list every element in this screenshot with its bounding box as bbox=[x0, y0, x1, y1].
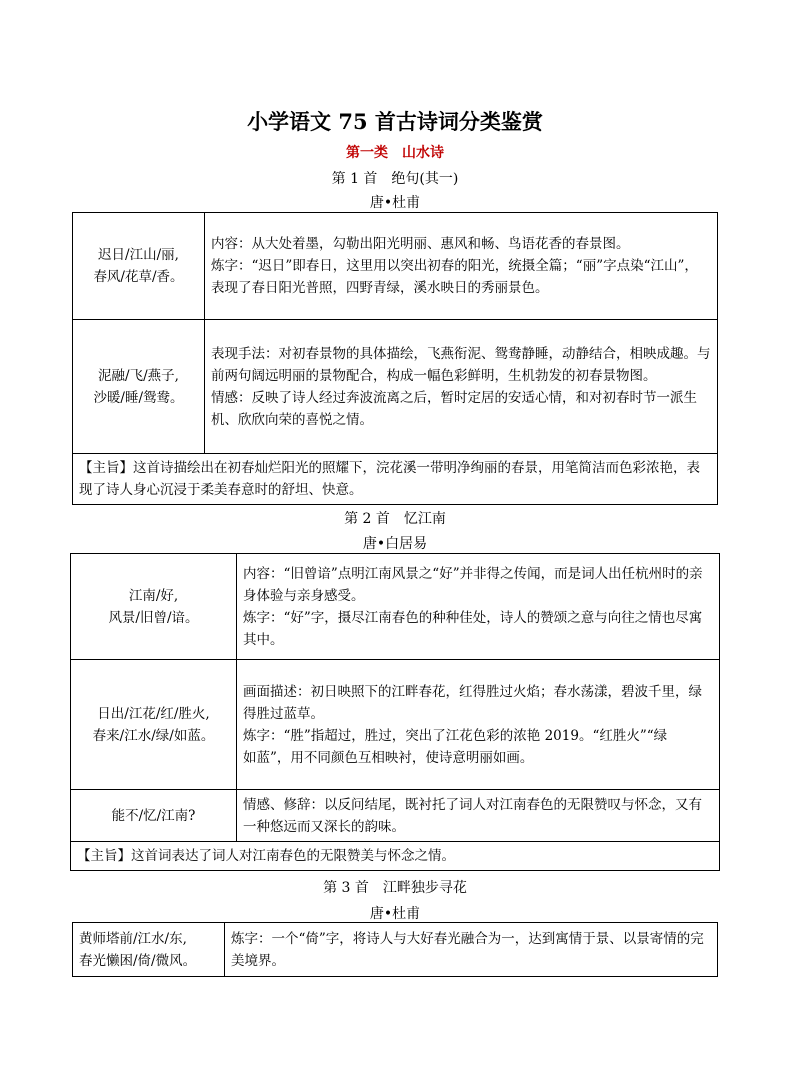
verse-line: 沙暖/睡/鸳鸯。 bbox=[93, 389, 184, 406]
analysis-text: 内容：“旧曾谙”点明江南风景之“好”并非得之传闻，而是词人出任杭州时的亲身体验与亲身感受。 bbox=[243, 565, 703, 604]
verse-line: 迟日/江山/丽, bbox=[98, 247, 179, 263]
analysis-text: 内容：从大处着墨，勾勒出阳光明丽、惠风和畅、鸟语花香的春景图。 bbox=[211, 236, 630, 252]
verse-cell bbox=[73, 320, 205, 454]
table-row bbox=[73, 923, 718, 977]
analysis-text: 如蓝”，用不同颜色互相映衬，使诗意明丽如画。 bbox=[243, 749, 534, 766]
summary-cell: 【主旨】这首词表达了词人对江南春色的无限赞美与怀念之情。 bbox=[71, 842, 720, 871]
table-row bbox=[71, 790, 720, 842]
poem-1-heading: 第 1 首 绝句(其一) bbox=[331, 171, 459, 187]
verse-cell bbox=[71, 554, 237, 660]
poem-3-heading: 第 3 首 江畔独步寻花 bbox=[323, 880, 467, 896]
table-row bbox=[71, 660, 720, 790]
table-row bbox=[71, 554, 720, 660]
analysis-cell bbox=[237, 554, 720, 660]
analysis-cell bbox=[225, 923, 718, 977]
analysis-cell bbox=[205, 213, 718, 320]
poem-3-author: 唐•杜甫 bbox=[369, 906, 421, 922]
verse-line: 风景/旧曾/谙。 bbox=[108, 609, 199, 626]
summary-cell: 【主旨】这首诗描绘出在初春灿烂阳光的照耀下，浣花溪一带明净绚丽的春景，用笔简洁而色彩浓艳，表现了诗人身心沉浸于柔美春意时的舒坦、快意。 bbox=[73, 454, 718, 505]
analysis-cell bbox=[205, 320, 718, 454]
verse-line: 日出/江花/红/胜火, bbox=[97, 705, 210, 722]
table-row bbox=[71, 842, 720, 871]
analysis-text: 炼字：“好”字，摄尽江南春色的种种佳处，诗人的赞颂之意与向往之情也尽寓其中。 bbox=[243, 609, 703, 648]
table-row bbox=[73, 320, 718, 454]
verse-line: 江南/好, bbox=[128, 587, 179, 604]
table-row bbox=[73, 213, 718, 320]
verse-line: 春风/花草/香。 bbox=[93, 269, 184, 285]
analysis-text: 表现手法：对初春景物的具体描绘，飞燕衔泥、鸳鸯静睡，动静结合，相映成趣。与前两句阔远明丽的景物配合，构成一幅色彩鲜明，生机勃发的初春景物图。 bbox=[211, 345, 711, 384]
document-title: 小学语文 75 首古诗词分类鉴赏 bbox=[247, 109, 543, 134]
analysis-text: 情感：反映了诗人经过奔波流离之后，暂时定居的安适心情，和对初春时节一派生机、欣欣向荣的喜悦之情。 bbox=[211, 389, 697, 428]
table-row bbox=[73, 454, 718, 505]
verse-cell bbox=[71, 790, 237, 842]
poem-2-author: 唐•白居易 bbox=[362, 536, 428, 552]
analysis-cell bbox=[237, 660, 720, 790]
poem-2-heading: 第 2 首 忆江南 bbox=[344, 511, 446, 527]
analysis-text: 画面描述：初日映照下的江畔春花，红得胜过火焰；春水荡漾，碧波千里，绿得胜过蓝草。 bbox=[243, 683, 702, 722]
verse-line: 黄师塔前/江水/东, bbox=[79, 930, 187, 947]
poem-3-table bbox=[72, 922, 718, 977]
analysis-cell bbox=[237, 790, 720, 842]
verse-line: 能不/忆/江南? bbox=[111, 807, 196, 824]
verse-line: 泥融/飞/燕子, bbox=[98, 367, 179, 384]
analysis-text: 炼字：“胜”指超过，胜过，突出了江花色彩的浓艳 2019。“红胜火”“绿 bbox=[243, 727, 668, 744]
verse-cell bbox=[73, 923, 225, 977]
analysis-text: 炼字：一个“倚”字，将诗人与大好春光融合为一，达到寓情于景、以景寄情的完美境界。 bbox=[231, 930, 704, 969]
verse-cell bbox=[71, 660, 237, 790]
verse-line: 春来/江水/绿/如蓝。 bbox=[92, 727, 215, 744]
verse-line: 春光懒困/倚/微风。 bbox=[79, 952, 197, 969]
poem-1-author: 唐•杜甫 bbox=[369, 195, 421, 211]
analysis-text: 炼字：“迟日”即春日，这里用以突出初春的阳光，统摄全篇；“丽”字点染“江山”，表现了春日阳光普照，四野青绿，溪水映日的秀丽景色。 bbox=[211, 258, 698, 296]
verse-cell bbox=[73, 213, 205, 320]
category-heading: 第一类 山水诗 bbox=[346, 145, 444, 161]
poem-2-table bbox=[70, 553, 720, 871]
poem-1-table bbox=[72, 212, 718, 505]
analysis-text: 情感、修辞：以反问结尾，既衬托了词人对江南春色的无限赞叹与怀念，又有一种悠远而又深长的韵味。 bbox=[243, 796, 702, 835]
